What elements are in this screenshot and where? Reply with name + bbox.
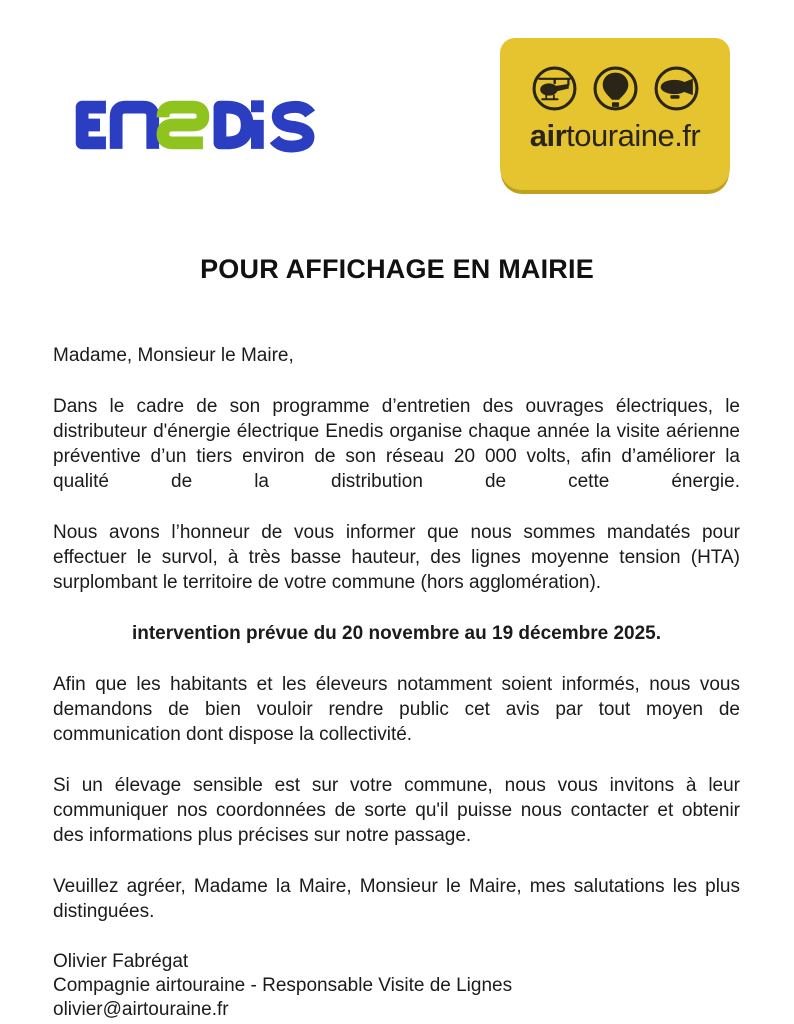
hot-air-balloon-icon bbox=[592, 65, 639, 112]
paragraph-survol: Nous avons l’honneur de vous informer que nous sommes mandatés pour effectuer le survol, à très basse hauteur, des lignes moyenne tension (HTA) surplombant le territoire de votre commune (hors agglomération). bbox=[53, 522, 740, 593]
airtouraine-wordmark-bold: air bbox=[529, 118, 567, 153]
letter-body bbox=[53, 343, 740, 1022]
helicopter-icon bbox=[531, 65, 578, 112]
signature-email: olivier@airtouraine.fr bbox=[53, 999, 229, 1020]
paragraph-information: Afin que les habitants et les éleveurs notamment soient informés, nous vous demandons de bien vouloir rendre public cet avis par tout moyen de communication dont dispose la collectivité. bbox=[53, 674, 740, 745]
paragraph-salutations: Veuillez agréer, Madame la Maire, Monsieur le Maire, mes salutations les plus distinguées. bbox=[53, 876, 740, 922]
signature-block bbox=[53, 950, 740, 1022]
airtouraine-wordmark bbox=[500, 119, 730, 153]
header bbox=[0, 0, 794, 248]
enedis-logo bbox=[60, 82, 328, 168]
airship-icon bbox=[653, 65, 700, 112]
intervention-dates: intervention prévue du 20 novembre au 19 décembre 2025. bbox=[131, 623, 662, 644]
page-title: POUR AFFICHAGE EN MAIRIE bbox=[200, 254, 594, 284]
enedis-logo-icon bbox=[60, 82, 328, 168]
salutation: Madame, Monsieur le Maire, bbox=[53, 345, 294, 366]
paragraph-program: Dans le cadre de son programme d’entretien des ouvrages électriques, le distributeur d'énergie électrique Enedis organise chaque année la visite aérienne préventive d’un tiers environ de son réseau 20 000 volts, afin d’améliorer la qualité de la distribution de cette énergie. bbox=[53, 396, 740, 492]
airtouraine-icons bbox=[500, 38, 730, 112]
signature-role: Compagnie airtouraine - Responsable Visite de Lignes bbox=[53, 975, 513, 996]
airtouraine-wordmark-rest: touraine.fr bbox=[566, 118, 701, 153]
paragraph-elevage: Si un élevage sensible est sur votre commune, nous vous invitons à leur communiquer nos coordonnées de sorte qu'il puisse nous contacter et obtenir des informations plus précises sur notre passage. bbox=[53, 775, 740, 846]
airtouraine-logo bbox=[500, 38, 730, 190]
signature-name: Olivier Fabrégat bbox=[53, 951, 189, 972]
